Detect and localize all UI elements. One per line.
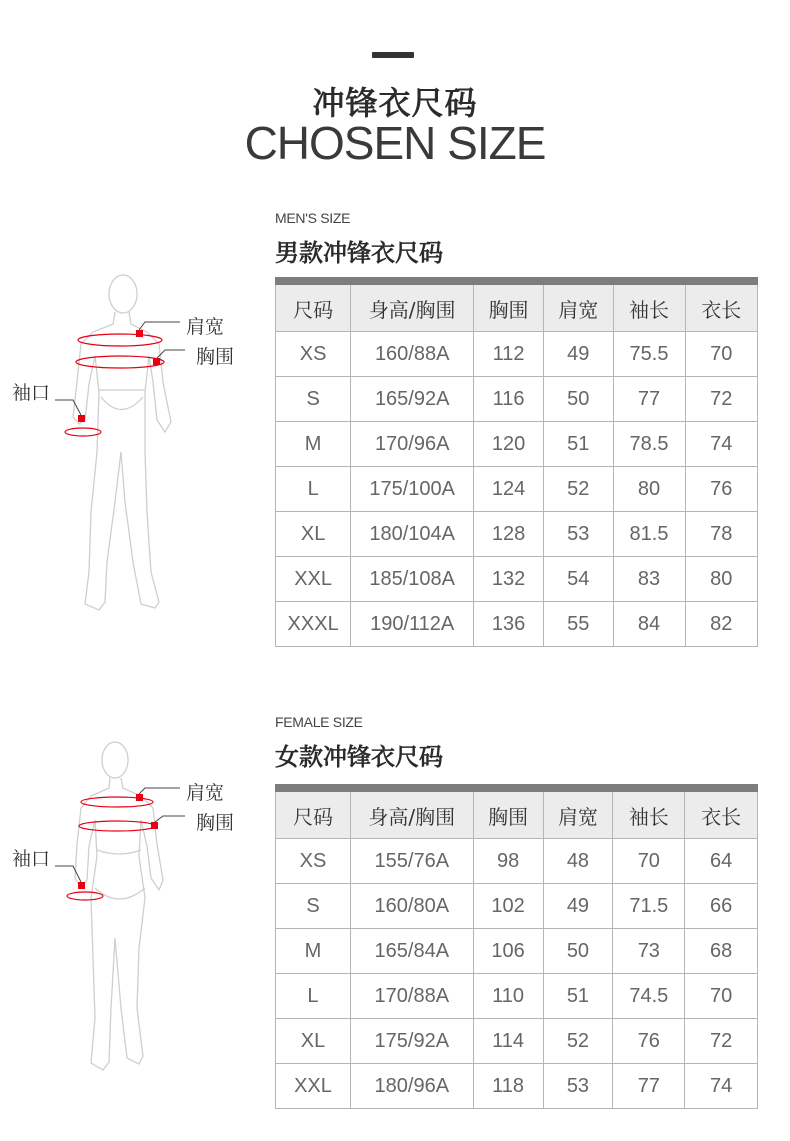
table-cell: 180/96A <box>350 1064 473 1109</box>
table-cell: 190/112A <box>351 602 474 647</box>
women-size-table <box>275 784 758 1109</box>
table-cell: 77 <box>613 377 685 422</box>
table-row <box>276 1064 758 1109</box>
column-header: 身高/胸围 <box>350 788 473 839</box>
table-cell: 51 <box>543 974 613 1019</box>
table-cell: 52 <box>544 467 614 512</box>
page-title: 冲锋衣尺码 <box>312 84 478 122</box>
table-cell: XXL <box>276 1064 351 1109</box>
column-header: 肩宽 <box>544 281 614 332</box>
men-section-label-en: MEN'S SIZE <box>275 210 351 226</box>
table-row <box>276 974 758 1019</box>
men-body-figure <box>55 272 185 624</box>
table-row <box>276 884 758 929</box>
table-cell: 110 <box>473 974 543 1019</box>
women-chest-label: 胸围 <box>196 812 235 834</box>
table-row <box>276 377 758 422</box>
table-cell: XL <box>276 1019 351 1064</box>
table-cell: 175/100A <box>351 467 474 512</box>
table-cell: 72 <box>685 1019 758 1064</box>
table-cell: 53 <box>543 1064 613 1109</box>
table-cell: 71.5 <box>613 884 685 929</box>
column-header: 衣长 <box>685 281 757 332</box>
men-cuff-label: 袖口 <box>12 382 51 404</box>
column-header: 胸围 <box>473 788 543 839</box>
table-cell: 116 <box>474 377 544 422</box>
table-row <box>276 602 758 647</box>
table-cell: 136 <box>474 602 544 647</box>
column-header: 肩宽 <box>543 788 613 839</box>
table-row <box>276 929 758 974</box>
table-row <box>276 512 758 557</box>
table-row <box>276 332 758 377</box>
table-cell: 118 <box>473 1064 543 1109</box>
table-cell: 180/104A <box>351 512 474 557</box>
table-cell: L <box>276 974 351 1019</box>
column-header: 尺码 <box>276 281 351 332</box>
table-row <box>276 557 758 602</box>
table-cell: 54 <box>544 557 614 602</box>
column-header: 胸围 <box>474 281 544 332</box>
table-cell: 76 <box>685 467 757 512</box>
table-cell: 76 <box>613 1019 685 1064</box>
men-size-table <box>275 277 758 647</box>
table-cell: 55 <box>544 602 614 647</box>
table-cell: S <box>276 884 351 929</box>
table-row <box>276 1019 758 1064</box>
table-cell: 155/76A <box>350 839 473 884</box>
table-row <box>276 422 758 467</box>
column-header: 尺码 <box>276 788 351 839</box>
table-cell: M <box>276 422 351 467</box>
table-cell: 114 <box>473 1019 543 1064</box>
table-cell: 160/80A <box>350 884 473 929</box>
table-cell: 80 <box>613 467 685 512</box>
table-cell: 64 <box>685 839 758 884</box>
women-body-figure <box>55 738 185 1083</box>
table-cell: 70 <box>685 974 758 1019</box>
table-cell: 73 <box>613 929 685 974</box>
table-cell: 106 <box>473 929 543 974</box>
table-cell: 128 <box>474 512 544 557</box>
table-cell: 112 <box>474 332 544 377</box>
table-cell: 49 <box>543 884 613 929</box>
table-cell: XS <box>276 839 351 884</box>
column-header: 衣长 <box>685 788 758 839</box>
table-row <box>276 467 758 512</box>
column-header: 袖长 <box>613 788 685 839</box>
table-cell: XS <box>276 332 351 377</box>
table-cell: 77 <box>613 1064 685 1109</box>
table-cell: 75.5 <box>613 332 685 377</box>
table-cell: 120 <box>474 422 544 467</box>
table-cell: 48 <box>543 839 613 884</box>
table-cell: 170/88A <box>350 974 473 1019</box>
table-cell: 51 <box>544 422 614 467</box>
men-shoulder-label: 肩宽 <box>186 316 225 338</box>
table-cell: 50 <box>543 929 613 974</box>
women-section-label-en: FEMALE SIZE <box>275 714 363 730</box>
table-cell: XXL <box>276 557 351 602</box>
women-cuff-label: 袖口 <box>12 848 51 870</box>
table-cell: 185/108A <box>351 557 474 602</box>
page-subtitle: CHOSEN SIZE <box>244 117 546 169</box>
table-cell: 132 <box>474 557 544 602</box>
table-cell: 78 <box>685 512 757 557</box>
table-cell: 102 <box>473 884 543 929</box>
table-cell: 82 <box>685 602 757 647</box>
table-cell: 50 <box>544 377 614 422</box>
table-cell: 70 <box>685 332 757 377</box>
table-cell: 81.5 <box>613 512 685 557</box>
column-header: 身高/胸围 <box>351 281 474 332</box>
table-cell: 66 <box>685 884 758 929</box>
table-cell: 83 <box>613 557 685 602</box>
table-header-row <box>276 788 758 839</box>
table-cell: 68 <box>685 929 758 974</box>
table-cell: 74.5 <box>613 974 685 1019</box>
table-cell: 170/96A <box>351 422 474 467</box>
table-cell: 49 <box>544 332 614 377</box>
table-cell: 70 <box>613 839 685 884</box>
table-cell: M <box>276 929 351 974</box>
table-cell: 74 <box>685 1064 758 1109</box>
table-cell: S <box>276 377 351 422</box>
table-cell: 52 <box>543 1019 613 1064</box>
column-header: 袖长 <box>613 281 685 332</box>
table-cell: 160/88A <box>351 332 474 377</box>
table-cell: 165/92A <box>351 377 474 422</box>
table-cell: 98 <box>473 839 543 884</box>
table-cell: 84 <box>613 602 685 647</box>
table-cell: L <box>276 467 351 512</box>
table-cell: 72 <box>685 377 757 422</box>
table-header-row <box>276 281 758 332</box>
table-cell: 124 <box>474 467 544 512</box>
men-section-label-cn: 男款冲锋衣尺码 <box>275 239 443 267</box>
table-cell: 78.5 <box>613 422 685 467</box>
header-divider <box>372 52 414 58</box>
table-cell: 53 <box>544 512 614 557</box>
table-cell: 165/84A <box>350 929 473 974</box>
table-cell: 80 <box>685 557 757 602</box>
table-cell: 175/92A <box>350 1019 473 1064</box>
women-shoulder-label: 肩宽 <box>186 782 225 804</box>
table-cell: 74 <box>685 422 757 467</box>
table-cell: XXXL <box>276 602 351 647</box>
men-chest-label: 胸围 <box>196 346 235 368</box>
table-cell: XL <box>276 512 351 557</box>
table-row <box>276 839 758 884</box>
women-section-label-cn: 女款冲锋衣尺码 <box>275 743 443 771</box>
